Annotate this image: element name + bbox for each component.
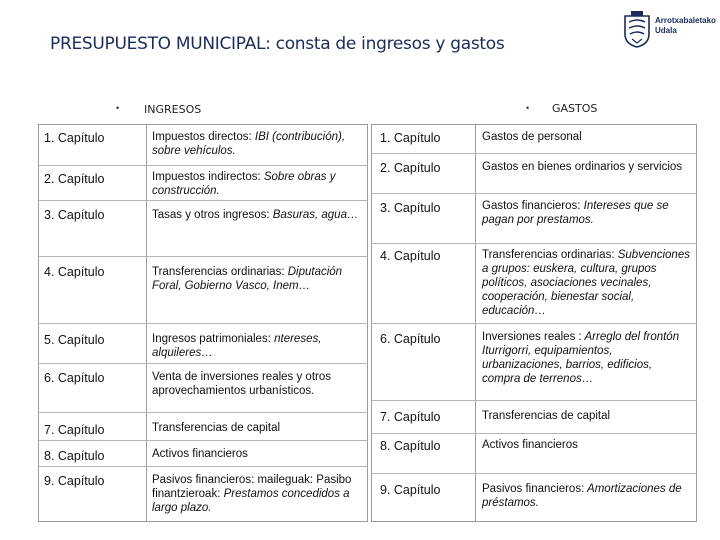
gastos-detail-9: Amortizaciones de préstamos. [482,483,682,509]
gastos-desc-4 [482,248,692,318]
ingresos-desc-7 [152,421,364,435]
ingresos-label-6: Venta de inversiones reales y otros aprovechamientos urbanísticos. [152,371,331,397]
ingresos-label-5: Ingresos patrimoniales: [152,333,271,345]
ingresos-cap-7: 7. Capítulo [44,423,105,437]
row-divider [38,256,368,257]
gastos-label-3: Gastos financieros: [482,200,581,212]
gastos-desc-1 [482,130,692,144]
ingresos-cap-8: 8. Capítulo [44,449,105,463]
row-divider [38,323,368,324]
gastos-cap-1: 1. Capítulo [380,131,441,145]
gastos-label-2: Gastos en bienes ordinarios y servicios [482,161,683,173]
gastos-cap-3: 3. Capítulo [380,201,441,215]
row-divider [371,433,697,434]
ingresos-detail-9: Prestamos concedidos a largo plazo. [152,488,350,514]
ingresos-desc-1 [152,130,364,158]
ingresos-cap-1: 1. Capítulo [44,131,105,145]
row-divider [371,243,697,244]
row-divider [371,323,697,324]
row-divider [38,466,368,467]
ingresos-bullet: • [116,103,120,113]
ingresos-detail-5: ntereses, alquileres… [152,333,322,359]
municipal-name [655,16,716,36]
gastos-desc-7 [482,409,692,423]
row-divider [38,165,368,166]
gastos-label-8: Activos financieros [482,439,578,451]
gastos-cap-2: 2. Capítulo [380,161,441,175]
gastos-label-6: Inversiones reales : [482,331,582,343]
ingresos-desc-6 [152,370,364,398]
page-title: PRESUPUESTO MUNICIPAL: consta de ingresos y gastos [50,34,505,54]
ingresos-label-3: Tasas y otros ingresos: [152,209,270,221]
ingresos-cap-2: 2. Capítulo [44,172,105,186]
row-divider [371,400,697,401]
row-divider [371,473,697,474]
ingresos-cap-5: 5. Capítulo [44,333,105,347]
gastos-label-9: Pasivos financieros: [482,483,585,495]
ingresos-heading: INGRESOS [144,103,202,116]
ingresos-desc-3 [152,208,364,222]
ingresos-desc-8 [152,447,364,461]
gastos-desc-3 [482,199,692,227]
row-divider [38,412,368,413]
ingresos-detail-2: Sobre obras y construcción. [152,171,336,197]
ingresos-desc-5 [152,332,364,360]
gastos-desc-6 [482,330,692,386]
ingresos-label-9: Pasivos financieros: maileguak: Pasibo finantzieroak: [152,474,352,500]
gastos-detail-6: Arreglo del frontón Iturrigorri, equipamientos, urbanizaciones, barrios, edificios, compra de terrenos… [482,331,680,385]
municipal-crest-icon [622,10,652,48]
row-divider [371,153,697,154]
row-divider [38,440,368,441]
ingresos-detail-1: IBI (contribución), sobre vehículos. [152,131,346,157]
gastos-desc-8 [482,438,692,452]
ingresos-label-2: Impuestos indirectos: [152,171,261,183]
ingresos-cap-9: 9. Capítulo [44,474,105,488]
gastos-cap-6: 6. Capítulo [380,332,441,346]
ingresos-cap-4: 4. Capítulo [44,265,105,279]
row-divider [38,200,368,201]
gastos-label-4: Transferencias ordinarias: [482,249,615,261]
gastos-desc-2 [482,160,692,174]
ingresos-label-4: Transferencias ordinarias: [152,266,285,278]
gastos-cap-4: 4. Capítulo [380,249,441,263]
ingresos-desc-4 [152,265,364,293]
gastos-bullet: • [526,103,530,113]
gastos-label-1: Gastos de personal [482,131,582,143]
ingresos-label-8: Activos financieros [152,448,248,460]
gastos-heading: GASTOS [552,102,598,115]
municipal-name-line1: Arrotxabaletako [655,16,716,25]
ingresos-label-7: Transferencias de capital [152,422,281,434]
gastos-detail-3: Intereses que se pagan por prestamos. [482,200,669,226]
ingresos-desc-2 [152,170,364,198]
gastos-cap-7: 7. Capítulo [380,410,441,424]
row-divider [371,193,697,194]
gastos-cap-8: 8. Capítulo [380,439,441,453]
ingresos-label-1: Impuestos directos: [152,131,252,143]
ingresos-detail-3: Basuras, agua… [269,209,359,221]
gastos-cap-9: 9. Capítulo [380,483,441,497]
row-divider [38,363,368,364]
gastos-desc-9 [482,482,692,510]
gastos-label-7: Transferencias de capital [482,410,611,422]
ingresos-detail-4: Diputación Foral, Gobierno Vasco, Inem… [152,266,343,292]
municipal-name-line2: Udala [655,26,677,35]
ingresos-desc-9 [152,473,364,515]
gastos-detail-4: Subvenciones a grupos: euskera, cultura, grupos políticos, asociaciones vecinales, cooperación, bienestar social, educación… [482,249,690,317]
ingresos-cap-3: 3. Capítulo [44,208,105,222]
ingresos-cap-6: 6. Capítulo [44,371,105,385]
